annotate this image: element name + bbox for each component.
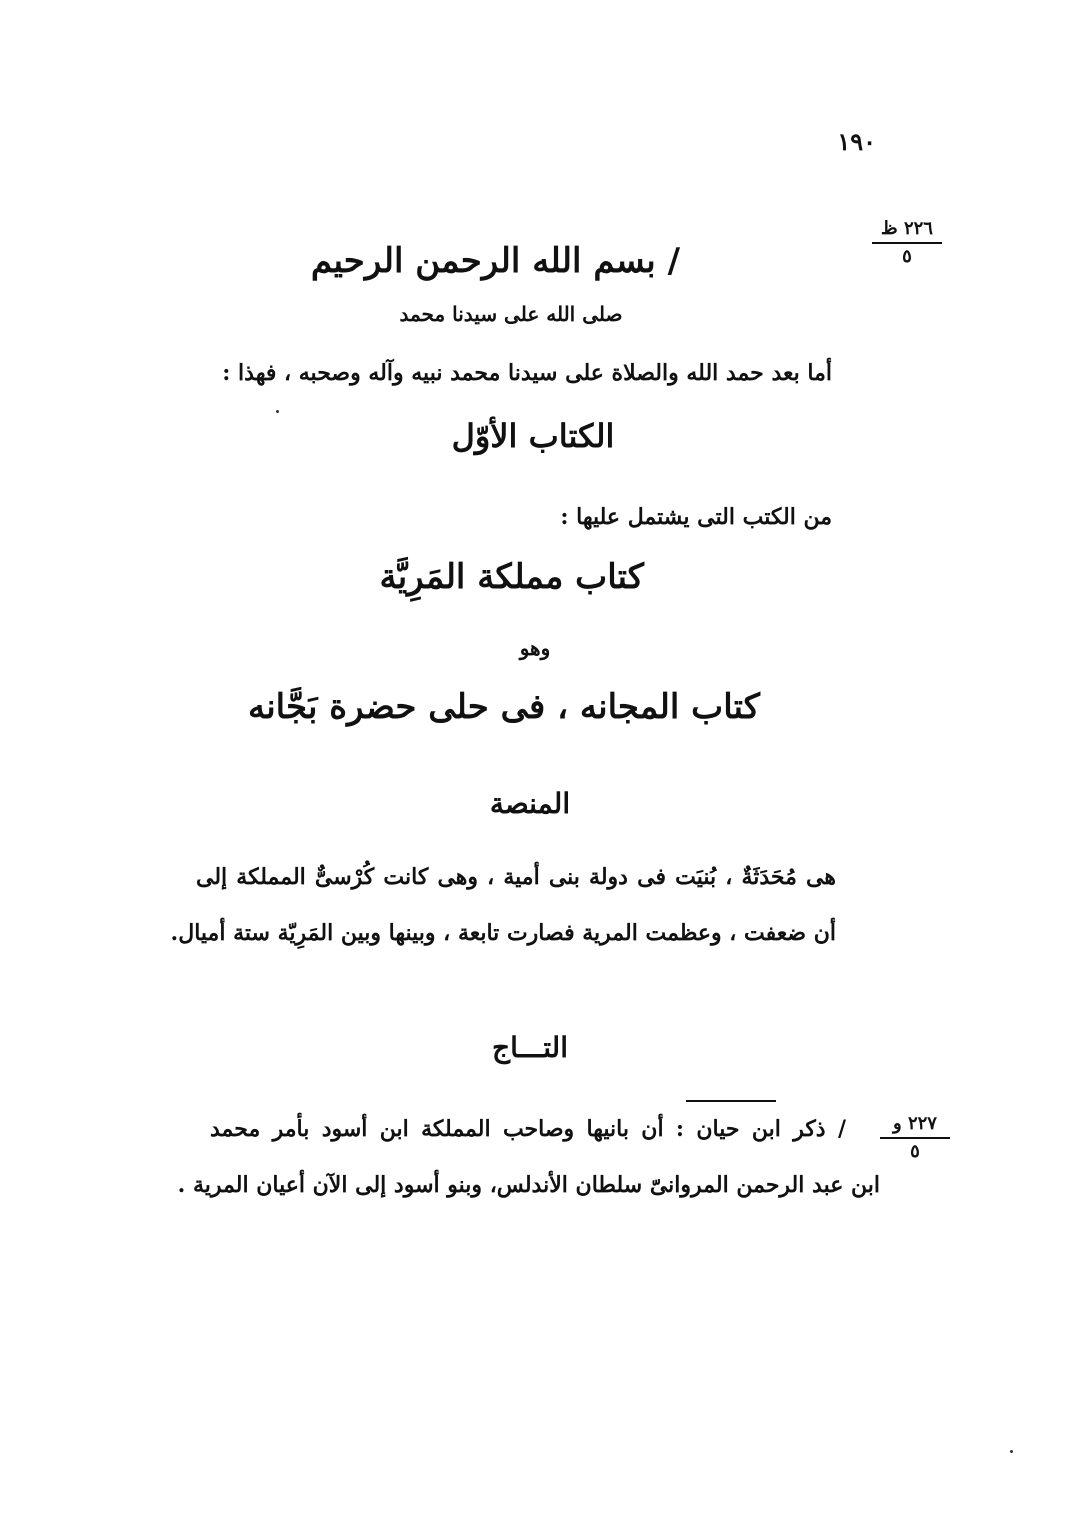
book-title: الكتاب الأوّل <box>451 417 615 455</box>
margin-reference-folio: ٢٢٧ و <box>880 1113 950 1139</box>
kitab-name: كتاب مملكة المَرِيَّة <box>379 557 644 597</box>
paper-speck <box>276 410 279 413</box>
basmala: / بسم الله الرحمن الرحيم <box>310 241 680 281</box>
margin-reference-line: ٥ <box>902 246 912 267</box>
paragraph-line: هى مُحَدَثَةٌ ، بُنيَت فى دولة بنى أمية ، وهى كانت كُرْسىٌّ المملكة إلى <box>196 864 836 890</box>
margin-reference-2 <box>880 1113 950 1162</box>
paper-speck <box>1010 1450 1013 1453</box>
paragraph-line: / ذكر ابن حيان : أن بانيها وصاحب المملكة ابن أسود بأمر محمد <box>210 1116 846 1142</box>
section-heading-taj: التـــاج <box>492 1031 568 1064</box>
margin-reference-line: ٥ <box>910 1141 920 1162</box>
margin-reference-folio: ٢٢٦ ظ <box>872 218 942 244</box>
margin-reference-1 <box>872 218 942 267</box>
conjunction: وهو <box>519 636 551 660</box>
section-heading-minassa: المنصة <box>489 787 571 820</box>
alt-title: كتاب المجانه ، فى حلى حضرة بَجَّانه <box>247 687 760 727</box>
paragraph-line: ابن عبد الرحمن المروانىّ سلطان الأندلس، وبنو أسود إلى الآن أعيان المرية . <box>177 1172 880 1198</box>
overline-rule <box>686 1100 776 1102</box>
intro-line: من الكتب التى يشتمل عليها : <box>560 504 832 530</box>
page-number: ١٩٠ <box>837 127 876 156</box>
paragraph-line: أن ضعفت ، وعظمت المرية فصارت تابعة ، وبينها وبين المَرِيّة ستة أميال. <box>170 920 836 946</box>
salutation: صلى الله على سيدنا محمد <box>399 302 623 326</box>
opening-line: أما بعد حمد الله والصلاة على سيدنا محمد نبيه وآله وصحبه ، فهذا : <box>222 360 832 386</box>
